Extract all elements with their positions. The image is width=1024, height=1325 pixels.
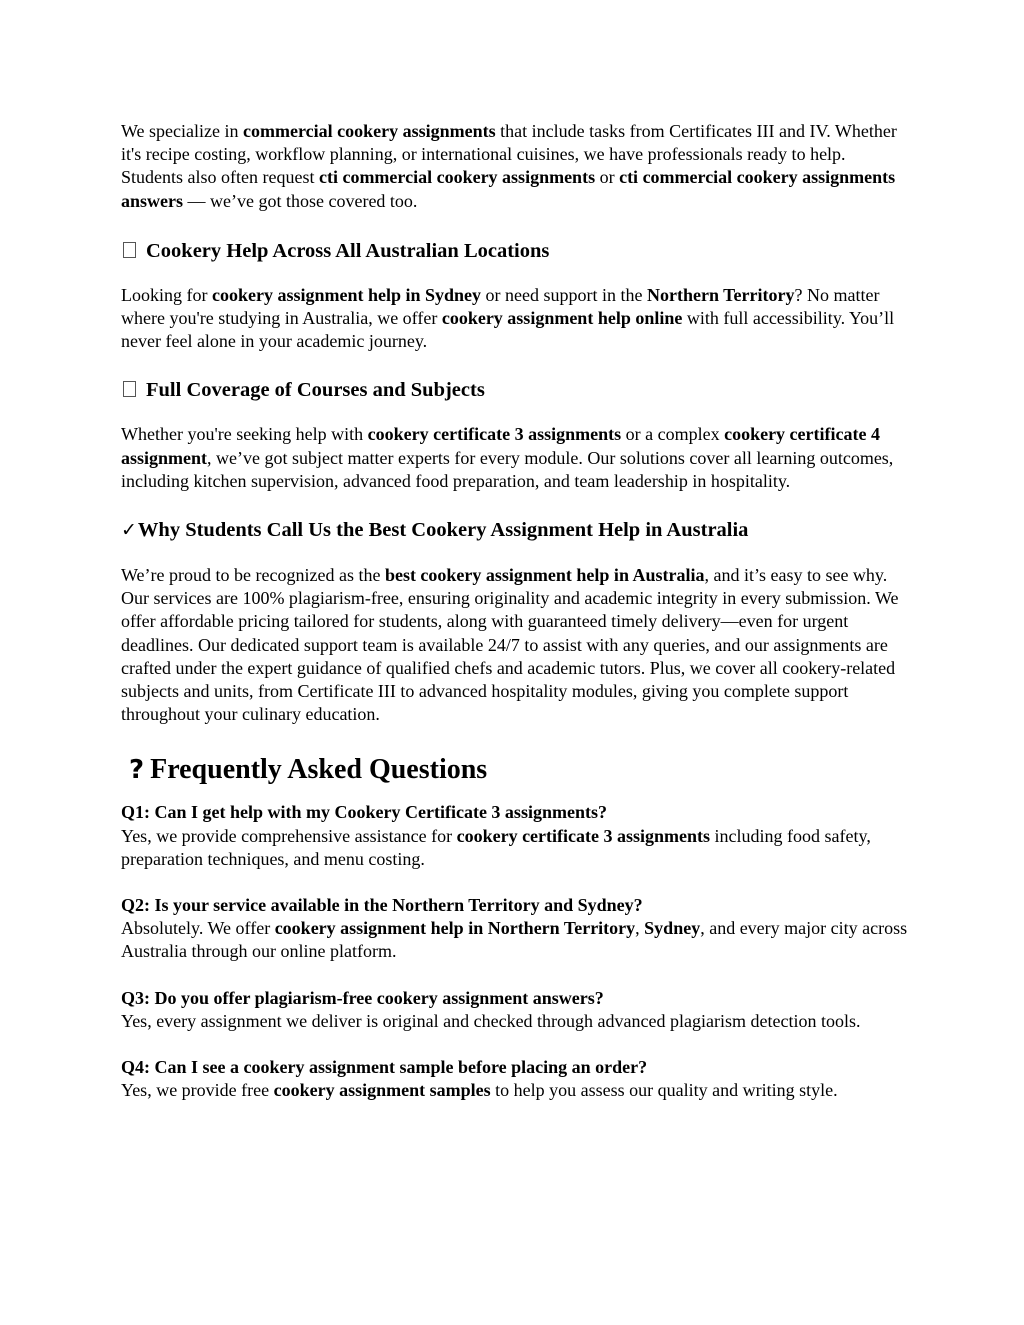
why-text-1: We’re proud to be recognized as the <box>121 565 385 586</box>
question-mark-icon: ? <box>129 755 145 786</box>
locations-bold-1: cookery assignment help in Sydney <box>211 284 482 305</box>
faq-question-4: Q4: Can I see a cookery assignment sample before placing an order? <box>121 1057 648 1078</box>
courses-heading-text: Full Coverage of Courses and Subjects <box>146 379 485 402</box>
intro-bold-3: cti commercial cookery assignments answers <box>121 167 896 211</box>
courses-paragraph <box>121 423 911 493</box>
faq-heading-text: Frequently Asked Questions <box>150 754 488 786</box>
courses-text-2: or a complex <box>621 424 725 445</box>
locations-text-1: Looking for <box>121 284 212 305</box>
locations-bold-2: Northern Territory <box>647 284 795 305</box>
faq-item-1 <box>121 801 911 871</box>
faq-answer-2-bold-2: Sydney <box>644 918 701 939</box>
why-bold-1: best cookery assignment help in Australia <box>384 565 705 586</box>
intro-text-1: We specialize in <box>121 121 243 141</box>
faq-answer-2-text-2: , <box>635 918 645 939</box>
locations-text-4: with full accessibility. You’ll never feel alone in your academic journey. <box>121 308 895 352</box>
intro-bold-2: cti commercial cookery assignments <box>318 167 596 188</box>
locations-text-2: or need support in the <box>481 284 647 305</box>
check-mark-icon: ✓ <box>121 519 137 542</box>
faq-question-1: Q1: Can I get help with my Cookery Certificate 3 assignments? <box>121 802 607 823</box>
faq-answer-3-text-1: Yes, every assignment we deliver is original and checked through advanced plagiarism detection tools. <box>121 1010 861 1031</box>
faq-item-4 <box>121 1056 911 1102</box>
faq-answer-4-text-1: Yes, we provide free <box>121 1080 274 1101</box>
why-text-2: , and it’s easy to see why. Our services are 100% plagiarism-free, ensuring originality and academic integrity in every submission. We offer affordable pricing tailored for students, along with guaranteed timely delivery—even for urgent deadlines. Our dedicated support team is available 24/7 to assist with any queries, and our assignments are crafted under the expert guidance of qualified chefs and academic tutors. Plus, we cover all cookery-related subjects and units, from Certificate III to advanced hospitality modules, giving you complete support throughout your culinary education. <box>121 565 899 725</box>
locations-text-3: ? No matter where you're studying in Australia, we offer <box>121 284 880 329</box>
box-icon <box>123 381 136 397</box>
locations-heading <box>121 238 911 264</box>
faq-answer-2-bold-1: cookery assignment help in Northern Territory <box>274 918 636 939</box>
intro-text-4: — we’ve got those covered too. <box>183 190 418 211</box>
faq-answer-1-bold-1: cookery certificate 3 assignments <box>456 825 711 846</box>
why-heading-text: Why Students Call Us the Best Cookery Assignment Help in Australia <box>137 519 749 542</box>
intro-text-3: or <box>595 167 620 188</box>
locations-bold-3: cookery assignment help online <box>441 308 683 329</box>
faq-answer-2-text-1: Absolutely. We offer <box>121 918 275 939</box>
faq-item-2 <box>121 894 911 964</box>
faq-answer-1-text-2: including food safety, preparation techniques, and menu costing. <box>121 825 871 869</box>
why-heading <box>121 517 911 543</box>
courses-bold-1: cookery certificate 3 assignments <box>367 424 622 445</box>
faq-answer-4-bold-1: cookery assignment samples <box>273 1080 491 1101</box>
intro-text-2: that include tasks from Certificates III and IV. Whether it's recipe costing, workflow planning, or international cuisines, we have professionals ready to help. Students also often request <box>121 121 897 188</box>
faq-answer-2-text-3: , and every major city across Australia through our online platform. <box>121 918 908 962</box>
faq-answer-4-text-2: to help you assess our quality and writing style. <box>490 1080 838 1101</box>
why-paragraph <box>121 564 911 726</box>
box-icon <box>123 242 136 258</box>
faq-question-3: Q3: Do you offer plagiarism-free cookery assignment answers? <box>121 987 604 1008</box>
intro-paragraph <box>121 120 911 213</box>
intro-bold-1: commercial cookery assignments <box>243 121 496 141</box>
faq-item-3 <box>121 987 911 1033</box>
courses-heading <box>121 377 911 403</box>
locations-heading-text: Cookery Help Across All Australian Locations <box>146 239 550 262</box>
faq-heading <box>121 753 911 787</box>
faq-question-2: Q2: Is your service available in the Northern Territory and Sydney? <box>121 895 643 916</box>
locations-paragraph <box>121 284 911 354</box>
courses-text-1: Whether you're seeking help with <box>121 424 368 445</box>
document-page <box>121 120 911 1102</box>
courses-bold-2: cookery certificate 4 assignment <box>121 424 880 468</box>
courses-text-3: , we’ve got subject matter experts for every module. Our solutions cover all learning outcomes, including kitchen supervision, advanced food preparation, and team leadership in hospitality. <box>121 447 894 491</box>
faq-answer-1-text-1: Yes, we provide comprehensive assistance for <box>121 825 457 846</box>
